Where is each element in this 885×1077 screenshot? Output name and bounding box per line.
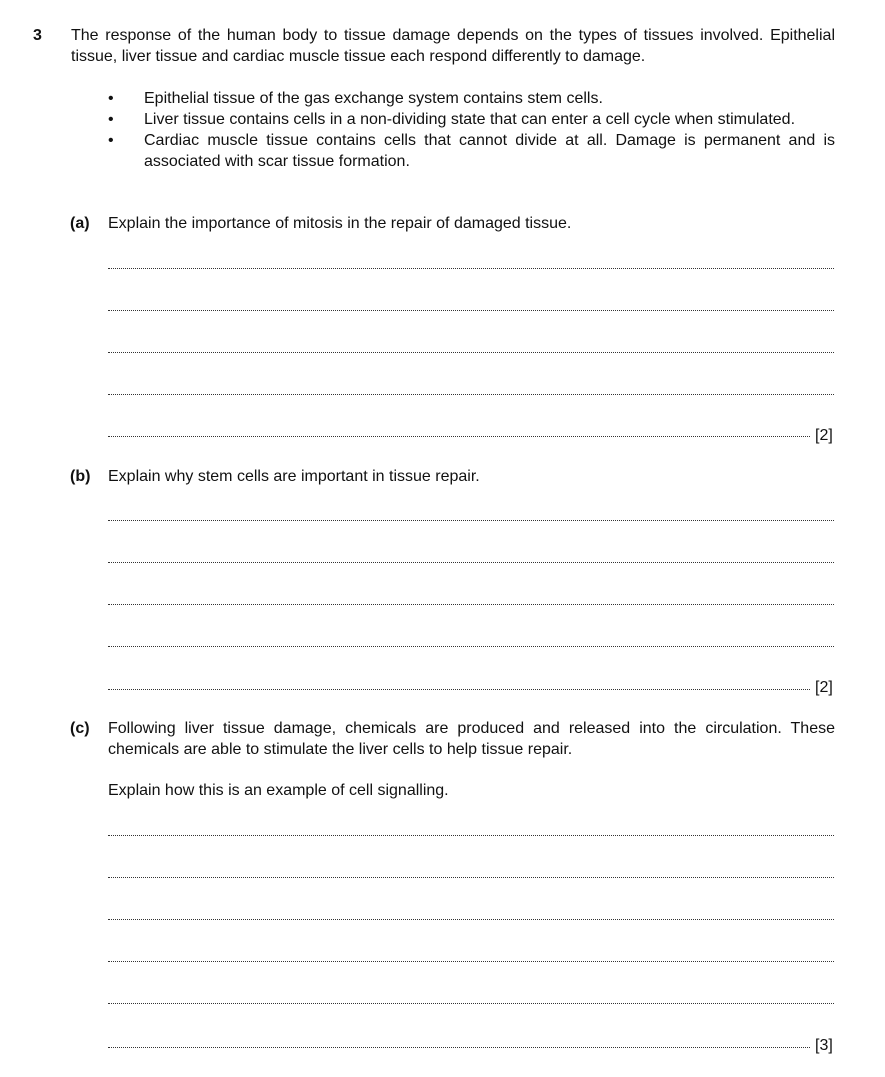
question-number: 3 [33, 27, 42, 44]
part-b-answer-line-1[interactable] [108, 520, 834, 521]
part-c-instruction-block [108, 780, 835, 801]
part-a-label: (a) [70, 215, 90, 232]
part-a-answer-line-2[interactable] [108, 310, 834, 311]
question-intro [71, 25, 835, 67]
part-a-answer-line-5[interactable] [108, 436, 810, 437]
part-a-question [108, 213, 835, 234]
tissue-bullet-list [108, 88, 835, 172]
part-a-marks: [2] [815, 427, 833, 444]
part-c-answer-line-4[interactable] [108, 961, 834, 962]
part-a-answer-line-3[interactable] [108, 352, 834, 353]
part-c-answer-line-3[interactable] [108, 919, 834, 920]
part-c-instruction: Explain how this is an example of cell signalling. [108, 782, 449, 799]
intro-text: The response of the human body to tissue damage depends on the types of tissues involved. Epithelial tissue, liver tissue and cardiac muscle tissue each respond differently to damage. [71, 27, 835, 65]
part-c-question [108, 718, 835, 760]
bullet-liver: • Liver tissue contains cells in a non-dividing state that can enter a cell cycle when stimulated. [108, 109, 835, 130]
part-b-answer-line-5[interactable] [108, 689, 810, 690]
part-b-marks: [2] [815, 679, 833, 696]
part-c-marks: [3] [815, 1037, 833, 1054]
part-c-answer-line-5[interactable] [108, 1003, 834, 1004]
part-b-label: (b) [70, 468, 91, 485]
part-b-answer-line-3[interactable] [108, 604, 834, 605]
part-c-text: Following liver tissue damage, chemicals are produced and released into the circulation. These chemicals are able to stimulate the liver cells to help tissue repair. [108, 720, 835, 758]
bullet-epithelial: • Epithelial tissue of the gas exchange system contains stem cells. [108, 88, 835, 109]
bullet-cardiac: • Cardiac muscle tissue contains cells that cannot divide at all. Damage is permanent and is associated with scar tissue formation. [108, 130, 835, 172]
part-a-answer-line-4[interactable] [108, 394, 834, 395]
part-c-answer-line-2[interactable] [108, 877, 834, 878]
part-b-text: Explain why stem cells are important in tissue repair. [108, 468, 480, 485]
part-b-answer-line-4[interactable] [108, 646, 834, 647]
part-c-answer-line-6[interactable] [108, 1047, 810, 1048]
part-a-text: Explain the importance of mitosis in the repair of damaged tissue. [108, 215, 572, 232]
part-c-answer-line-1[interactable] [108, 835, 834, 836]
part-a-answer-line-1[interactable] [108, 268, 834, 269]
part-c-label: (c) [70, 720, 90, 737]
part-b-question [108, 466, 835, 487]
part-b-answer-line-2[interactable] [108, 562, 834, 563]
